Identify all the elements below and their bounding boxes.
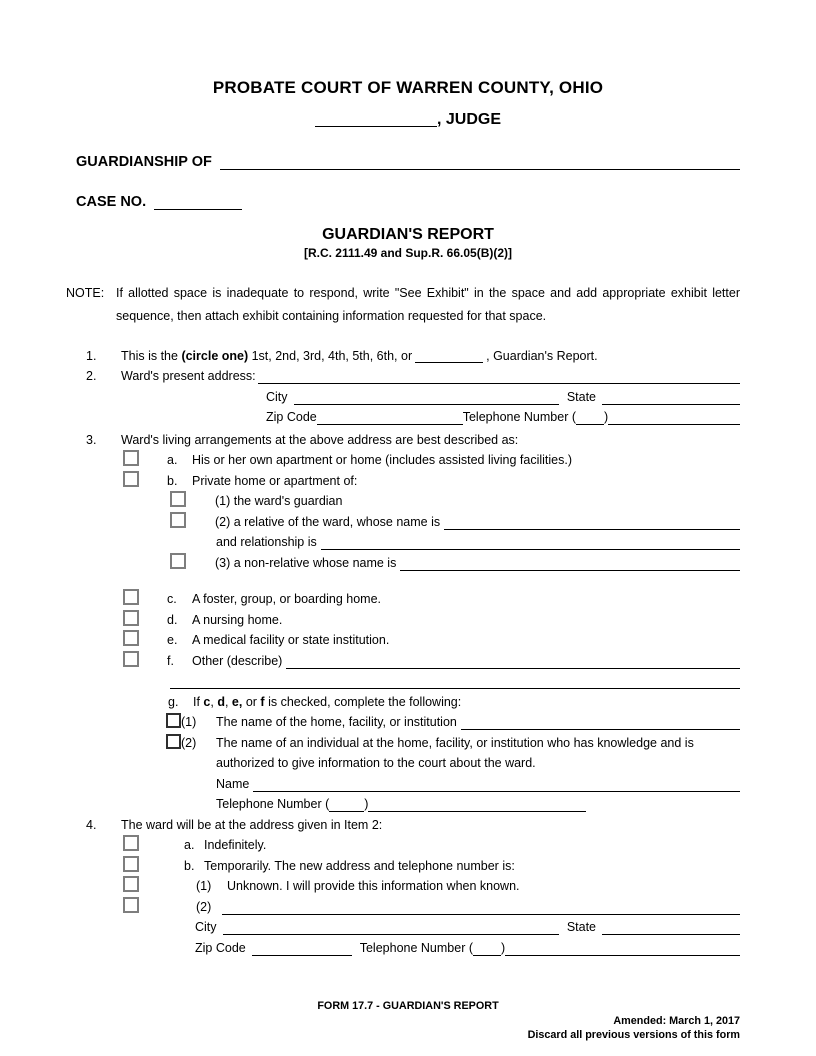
note-label: NOTE:	[66, 286, 105, 300]
item3b1-checkbox[interactable]	[170, 491, 186, 507]
item4-city-row	[76, 915, 740, 936]
item3b3-text: (3) a non-relative whose name is	[215, 555, 397, 570]
item4b-letter: b.	[184, 858, 195, 873]
item3f-describe-line[interactable]	[286, 656, 740, 669]
item4-phone-label: Telephone Number (	[359, 940, 473, 955]
item3g-letter: g.	[168, 694, 179, 709]
item3g-bold-e: e,	[231, 694, 243, 709]
item3g2-continuation-text: authorized to give information to the court about the ward.	[216, 756, 536, 770]
item3b1-text: (1) the ward's guardian	[215, 494, 343, 508]
item3g-t3: ,	[224, 694, 232, 709]
item3-option-e-row	[76, 628, 740, 649]
item3g-bold-c: c	[203, 694, 211, 709]
item2-city-line[interactable]	[294, 392, 559, 405]
item4-city-line[interactable]	[223, 922, 559, 935]
item3-option-g-row	[76, 689, 740, 710]
item3-g1-row	[76, 710, 740, 731]
item4-number: 4.	[86, 817, 97, 832]
item3-f-continuation-row	[76, 669, 740, 690]
item3g2-number: (2)	[181, 735, 197, 750]
item2-city-row	[76, 384, 740, 405]
item1-ordinals: 1st, 2nd, 3rd, 4th, 5th, 6th, or	[248, 348, 413, 363]
item4-zip-label: Zip Code	[195, 940, 246, 955]
guardianship-row	[76, 150, 740, 170]
item4b-checkbox[interactable]	[123, 856, 139, 872]
item3e-text: A medical facility or state institution.	[192, 633, 390, 647]
item2-phone-line[interactable]	[608, 412, 740, 425]
item3b3-checkbox[interactable]	[170, 553, 186, 569]
guardianship-label: GUARDIANSHIP OF	[76, 154, 212, 170]
item3-b1-row	[76, 489, 740, 510]
item4-state-label: State	[566, 920, 596, 934]
item2-phone-label: Telephone Number (	[462, 410, 576, 424]
item4b1-checkbox[interactable]	[123, 876, 139, 892]
judge-name-line[interactable]	[315, 113, 437, 127]
item3g1-checkbox[interactable]	[166, 713, 181, 728]
item3c-letter: c.	[167, 592, 177, 606]
item3a-text: His or her own apartment or home (includes assisted living facilities.)	[192, 453, 573, 467]
item4a-text: Indefinitely.	[204, 838, 267, 852]
item2-zip-line[interactable]	[317, 412, 463, 425]
note-block	[66, 282, 740, 328]
case-no-label: CASE NO.	[76, 194, 147, 210]
item3-g2-row	[76, 730, 740, 751]
footer-amendment-block	[528, 1015, 740, 1042]
item4-phone-line[interactable]	[505, 943, 740, 956]
item4b1-text: Unknown. I will provide this information when known.	[227, 879, 520, 893]
court-title: PROBATE COURT OF WARREN COUNTY, OHIO	[212, 78, 604, 97]
item3g-bold-d: d	[217, 694, 225, 709]
report-title: GUARDIAN'S REPORT	[322, 226, 494, 243]
item3g2-checkbox[interactable]	[166, 734, 181, 749]
item3b2-checkbox[interactable]	[170, 512, 186, 528]
item3-phone-label: Telephone Number (	[216, 797, 330, 811]
item3-g2-continuation-row	[76, 751, 740, 772]
item3g1-institution-line[interactable]	[461, 717, 740, 730]
item3-name-row	[76, 771, 740, 792]
footer-discard-note: Discard all previous versions of this form	[527, 1028, 740, 1041]
item4b1-number: (1)	[196, 879, 212, 893]
item3f-describe-line-2[interactable]	[170, 676, 740, 689]
item3b2-text: (2) a relative of the ward, whose name is	[215, 514, 441, 529]
item3g-bold-f: f	[260, 694, 265, 709]
case-no-row	[76, 190, 740, 210]
item3a-checkbox[interactable]	[123, 450, 139, 466]
item4-option-b-row	[76, 853, 740, 874]
item3f-text: Other (describe)	[192, 653, 283, 668]
item3c-text: A foster, group, or boarding home.	[192, 592, 382, 606]
item1-ordinal-line[interactable]	[415, 351, 483, 363]
item3d-checkbox[interactable]	[123, 610, 139, 626]
item3b-text: Private home or apartment of:	[192, 473, 358, 488]
item3b2-relationship-label: and relationship is	[216, 535, 317, 549]
item2-city-label: City	[266, 389, 288, 404]
item2-zip-label: Zip Code	[266, 410, 317, 424]
judge-label: , JUDGE	[436, 111, 501, 128]
item3-paren-close: )	[364, 797, 369, 811]
item4-state-line[interactable]	[602, 922, 740, 935]
item3-name-label: Name	[216, 776, 250, 791]
item4-area-code-line[interactable]	[473, 943, 501, 956]
item3g-t1: If	[193, 694, 204, 709]
guardianship-name-line[interactable]	[220, 156, 740, 170]
item4-zip-line[interactable]	[252, 943, 352, 956]
footer-form-id: FORM 17.7 - GUARDIAN'S REPORT	[317, 1000, 499, 1012]
item3-phone-line[interactable]	[368, 799, 586, 812]
item4-option-a-row	[76, 833, 740, 854]
item3-option-a-row	[76, 448, 740, 469]
case-no-line[interactable]	[154, 196, 242, 210]
item2-area-code-line[interactable]	[576, 412, 604, 425]
item2-row	[76, 364, 740, 385]
item3-b3-row	[76, 550, 740, 571]
item4-paren-close: )	[501, 940, 506, 955]
item1-circle-one: (circle one)	[181, 348, 249, 363]
item4-city-label: City	[195, 920, 217, 934]
item3b3-nonrelative-name-line[interactable]	[400, 558, 740, 571]
footer-amended-date: Amended: March 1, 2017	[613, 1015, 740, 1027]
item3f-checkbox[interactable]	[123, 651, 139, 667]
item4b2-address-line[interactable]	[222, 902, 740, 915]
item3-heading: Ward's living arrangements at the above address are best described as:	[121, 432, 519, 447]
judge-row	[76, 111, 740, 129]
item3g-t2: ,	[210, 694, 218, 709]
item3-phone-row	[76, 792, 740, 813]
item3d-text: A nursing home.	[192, 612, 283, 627]
item4a-checkbox[interactable]	[123, 835, 139, 851]
item3-area-code-line[interactable]	[329, 799, 364, 812]
item3-number: 3.	[86, 432, 97, 447]
item4-b1-row	[76, 874, 740, 895]
item4-row	[76, 812, 740, 833]
item3e-letter: e.	[167, 633, 178, 647]
item3b-checkbox[interactable]	[123, 471, 139, 487]
item1-number: 1.	[86, 348, 97, 363]
ward-address-line[interactable]	[258, 371, 740, 384]
item3a-letter: a.	[167, 453, 178, 467]
item3b-letter: b.	[167, 473, 178, 488]
item3g1-number: (1)	[181, 715, 197, 729]
item2-state-label: State	[566, 389, 596, 404]
item4b2-checkbox[interactable]	[123, 897, 139, 913]
item3-option-c-row	[76, 587, 740, 608]
item3f-letter: f.	[167, 653, 174, 668]
item2-state-line[interactable]	[602, 392, 740, 405]
item2-label: Ward's present address:	[121, 369, 256, 383]
item1-text	[121, 349, 740, 364]
report-citation: [R.C. 2111.49 and Sup.R. 66.05(B)(2)]	[303, 246, 513, 260]
note-text: If allotted space is inadequate to respond, write "See Exhibit" in the space and add appropriate exhibit letter sequence, then attach exhibit containing information requested for that space.	[116, 286, 740, 323]
item3g2-text: The name of an individual at the home, facility, or institution who has knowledge and is	[216, 735, 694, 750]
item1-pre: This is the	[121, 348, 182, 363]
item3d-letter: d.	[167, 612, 178, 627]
item4-zip-row	[76, 935, 740, 956]
item1-row	[76, 343, 740, 364]
item3e-checkbox[interactable]	[123, 630, 139, 646]
item3-option-f-row	[76, 648, 740, 669]
item3-b2-relationship-row	[76, 530, 740, 551]
item3-b2-row	[76, 509, 740, 530]
item4b2-number: (2)	[196, 899, 212, 914]
item3c-checkbox[interactable]	[123, 589, 139, 605]
item3g-t4: or	[242, 694, 261, 709]
item2-zip-row	[76, 405, 740, 426]
item4b-text: Temporarily. The new address and telephone number is:	[204, 858, 515, 873]
item3g-text	[193, 695, 740, 710]
item3-name-line[interactable]	[253, 779, 740, 792]
item4a-letter: a.	[184, 838, 195, 852]
item3b2-relationship-line[interactable]	[321, 537, 740, 550]
item2-number: 2.	[86, 369, 97, 383]
item2-paren-close: )	[604, 410, 609, 424]
item3g-t5: is checked, complete the following:	[264, 694, 462, 709]
item3b2-relative-name-line[interactable]	[444, 517, 740, 530]
item3g1-text: The name of the home, facility, or institution	[216, 715, 457, 729]
item3-row	[76, 427, 740, 448]
item4-heading: The ward will be at the address given in Item 2:	[121, 817, 383, 832]
item3-option-d-row	[76, 607, 740, 628]
item4-b2-row	[76, 894, 740, 915]
item1-suffix: , Guardian's Report.	[486, 348, 598, 363]
item3-option-b-row	[76, 468, 740, 489]
